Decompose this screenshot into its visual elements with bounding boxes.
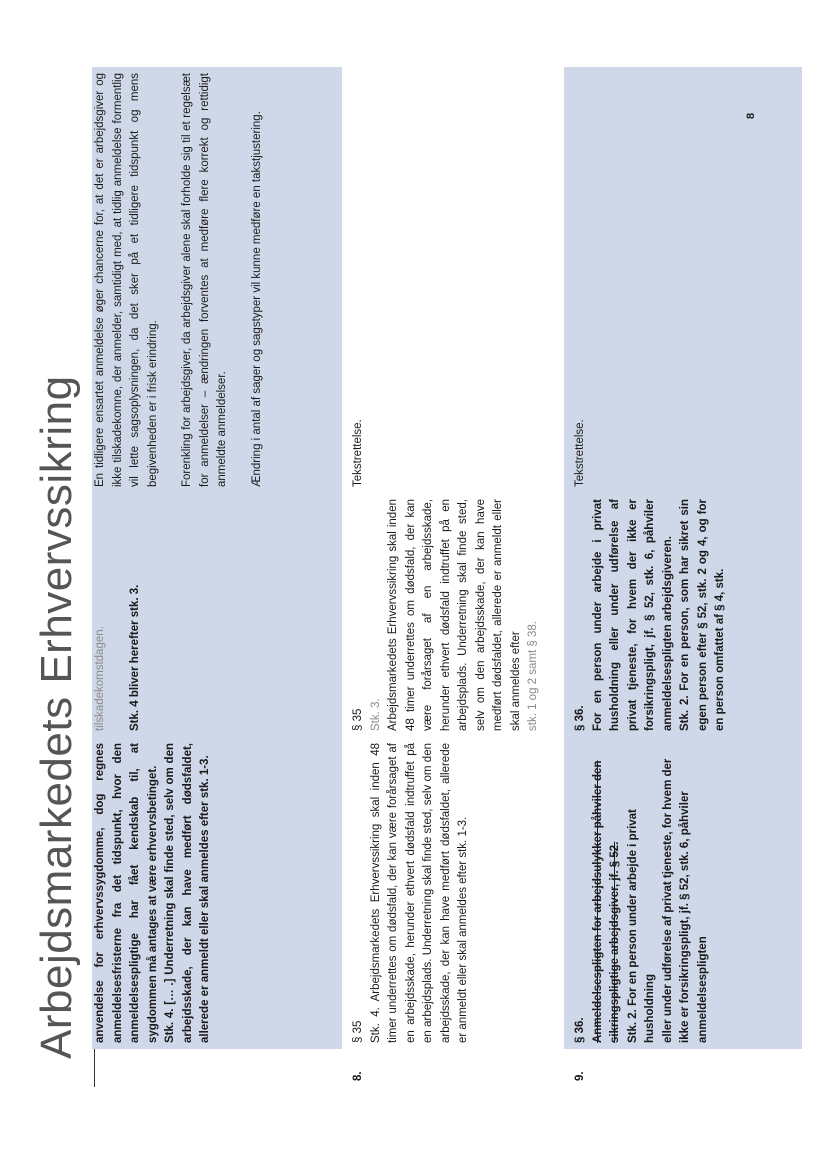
comment-paragraph: Tekstrettelse. [574,419,586,487]
section-heading: § 36. [574,705,586,731]
row-number: 8. [352,1071,364,1081]
table-row [342,67,564,1085]
current-text-paragraph: Stk. 2. For en person under arbejde i privat husholdning [626,809,656,1043]
comment-paragraph: Forenkling for arbejdsgiver, da arbejdsgiver alene skal forholde sig til et regelsæt for anmeldelser – ændringen forventes at medføre flere korrekt og rettidigt anmeldte anmeldelser. [181,73,228,487]
comment-cell [342,67,564,493]
page-number: 8 [745,112,757,119]
proposed-text-cell [92,493,342,737]
table-row [564,67,802,1085]
current-text-paragraph: Stk. 4. Arbejdsmarkedets Erhvervssikring skal inden 48 timer underrettes om dødsfald, der kan være forårsaget af en arbejdsskade, herunder ethvert dødsfald indtruffet på en arbejdsplads. Underretning skal finde sted, selv om den arbejdsskade, der kan have medført dødsfaldet, allerede er anmeldt eller skal anmeldes efter stk. 1-3. [369,743,469,1043]
amendment-table [92,67,802,1085]
row-number [92,1049,342,1085]
comment-paragraph: En tidligere ensartet anmeldelse øger chancerne for, at det er arbejdsgiver og ikke tilskadekomne, der anmelder, samtidigt med, at tidlig anmeldelse formentlig vil lette sagsoplysningen, da det sker på et tidligere tidspunkt og mens begivenheden er i frisk erindring. [94,73,159,487]
row-number: 9. [574,1071,586,1081]
current-text-paragraph: anvendelse for erhvervssygdomme, dog regnes anmeldelsesfristerne fra det tidspunkt, hvor den anmeldelsespligtige har fået kendskab til, at sygdommen må antages at være erhvervsbetinget. [94,743,159,1043]
current-text-cell [92,737,342,1049]
proposed-text-paragraph: tilskadekomstdagen. [94,626,106,731]
current-text-cell [564,737,802,1049]
proposed-text-paragraph: Arbejdsmarkedets Erhvervssikring skal inden 48 timer underrettes om dødsfald, der kan være forårsaget af en arbejdsskade, herunder ethvert dødsfald indtruffet på en arbejdsplads. Underretning skal finde sted, selv om den arbejdsskade, der kan have medført dødsfaldet, allerede er anmeldt eller skal anmeldes efter [387,499,522,731]
section-heading: § 35 [352,1020,364,1043]
comment-paragraph: Tekstrettelse. [352,419,364,487]
proposed-text-paragraph: Stk. 4 bliver herefter stk. 3. [128,584,141,731]
current-text-paragraph: eller under udførelse af privat tjeneste, for hvem der ikke er forsikringspligt, jf. § 52, stk. 6, påhviler anmeldelsespligten [661,758,709,1043]
current-text-paragraph: Stk. 4. [… .] Underretning skal finde sted, selv om den arbejdsskade, der kan have medført dødsfaldet, allerede er anmeldt eller skal anmeldes efter stk. 1-3. [164,743,211,1043]
section-heading: § 36. [574,1017,586,1043]
stk-label: Stk. 3. [369,698,382,731]
comment-cell [564,67,802,493]
comment-paragraph: Ændring i antal af sager og sagstyper vil kunne medføre en takstjustering. [250,111,263,487]
proposed-text-paragraph: Stk. 2. For en person, som har sikret sin egen person efter § 52, stk. 2 og 4, og for en person omfattet af § 4, stk. [679,499,726,731]
proposed-text-cell [564,493,802,737]
current-text-cell [342,737,564,1049]
table-row [92,67,342,1085]
proposed-text-paragraph: For en person under arbejde i privat husholdning eller under udførelse af privat tjeneste, for hvem der ikke er forsikringspligt, jf. § 52, stk. 6, påhviler anmeldelsespligten arbejdsgiveren. [591,499,674,731]
proposed-text-tail: stk. 1 og 2 samt § 38. [527,621,539,731]
proposed-text-cell [342,493,564,737]
section-heading: § 35 [352,708,364,731]
comment-cell [92,67,342,493]
page-header-title: Arbejdsmarkedets Erhvervssikring [32,375,81,1059]
struck-text: Anmeldelsespligten for arbejdsulykker påhviler den sikringspligtige arbejdsgiver, jf. § 52. [591,760,621,1043]
